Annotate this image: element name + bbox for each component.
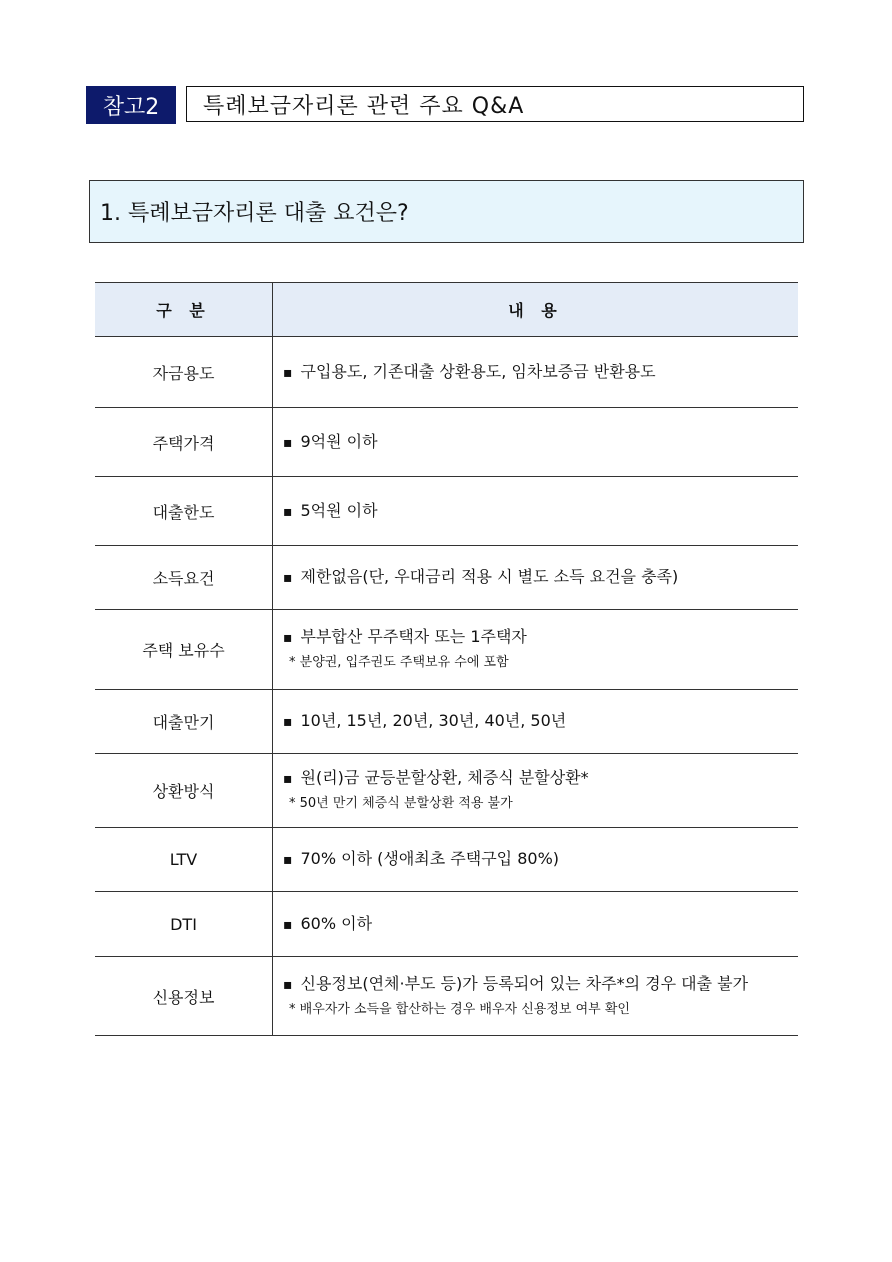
- row-main-text: ▪ 원(리)금 균등분할상환, 체증식 분할상환*: [283, 767, 797, 790]
- row-main-text: ▪ 70% 이하 (생애최초 주택구입 80%): [283, 848, 797, 871]
- row-main-text: ▪ 10년, 15년, 20년, 30년, 40년, 50년: [283, 710, 797, 733]
- row-category: 자금용도: [95, 337, 273, 408]
- loan-requirements-table: [95, 282, 798, 1036]
- row-category: LTV: [95, 828, 273, 892]
- row-content: [273, 690, 799, 754]
- row-content: [273, 828, 799, 892]
- row-footnote: * 50년 만기 체증식 분할상환 적용 불가: [289, 796, 513, 811]
- row-main-text: ▪ 5억원 이하: [283, 500, 797, 523]
- header-category: 구 분: [95, 283, 273, 337]
- row-content: [273, 337, 799, 408]
- row-category: 주택가격: [95, 408, 273, 477]
- reference-badge: 참고2: [86, 86, 176, 124]
- row-category: 상환방식: [95, 754, 273, 828]
- row-main-text: ▪ 부부합산 무주택자 또는 1주택자: [283, 626, 797, 649]
- table-row: [95, 957, 798, 1036]
- row-footnote: * 배우자가 소득을 합산하는 경우 배우자 신용정보 여부 확인: [289, 1001, 630, 1017]
- row-category: DTI: [95, 892, 273, 957]
- table-row: [95, 408, 798, 477]
- row-category: 대출만기: [95, 690, 273, 754]
- row-content: [273, 546, 799, 610]
- row-content: [273, 477, 799, 546]
- row-main-text: ▪ 구입용도, 기존대출 상환용도, 임차보증금 반환용도: [283, 361, 797, 384]
- row-category: 소득요건: [95, 546, 273, 610]
- table-row: [95, 477, 798, 546]
- row-main-text: ▪ 제한없음(단, 우대금리 적용 시 별도 소득 요건을 충족): [283, 566, 797, 589]
- row-category: 대출한도: [95, 477, 273, 546]
- table-row: [95, 828, 798, 892]
- table-row: [95, 754, 798, 828]
- reference-header: [86, 86, 806, 124]
- row-category: 신용정보: [95, 957, 273, 1036]
- table-row: [95, 337, 798, 408]
- row-content: [273, 957, 799, 1036]
- header-content: 내 용: [273, 283, 799, 337]
- question-heading: 1. 특례보금자리론 대출 요건은?: [89, 180, 804, 243]
- row-main-text: ▪ 신용정보(연체·부도 등)가 등록되어 있는 차주*의 경우 대출 불가: [283, 973, 797, 996]
- table-row: [95, 610, 798, 690]
- row-category: 주택 보유수: [95, 610, 273, 690]
- table-row: [95, 892, 798, 957]
- reference-title: 특례보금자리론 관련 주요 Q&A: [186, 86, 804, 122]
- row-content: [273, 754, 799, 828]
- row-main-text: ▪ 9억원 이하: [283, 431, 797, 454]
- row-footnote: * 분양권, 입주권도 주택보유 수에 포함: [289, 655, 509, 670]
- table-row: [95, 546, 798, 610]
- row-main-text: ▪ 60% 이하: [283, 913, 797, 936]
- table-header-row: [95, 283, 798, 337]
- row-content: [273, 408, 799, 477]
- row-content: [273, 610, 799, 690]
- row-content: [273, 892, 799, 957]
- table-row: [95, 690, 798, 754]
